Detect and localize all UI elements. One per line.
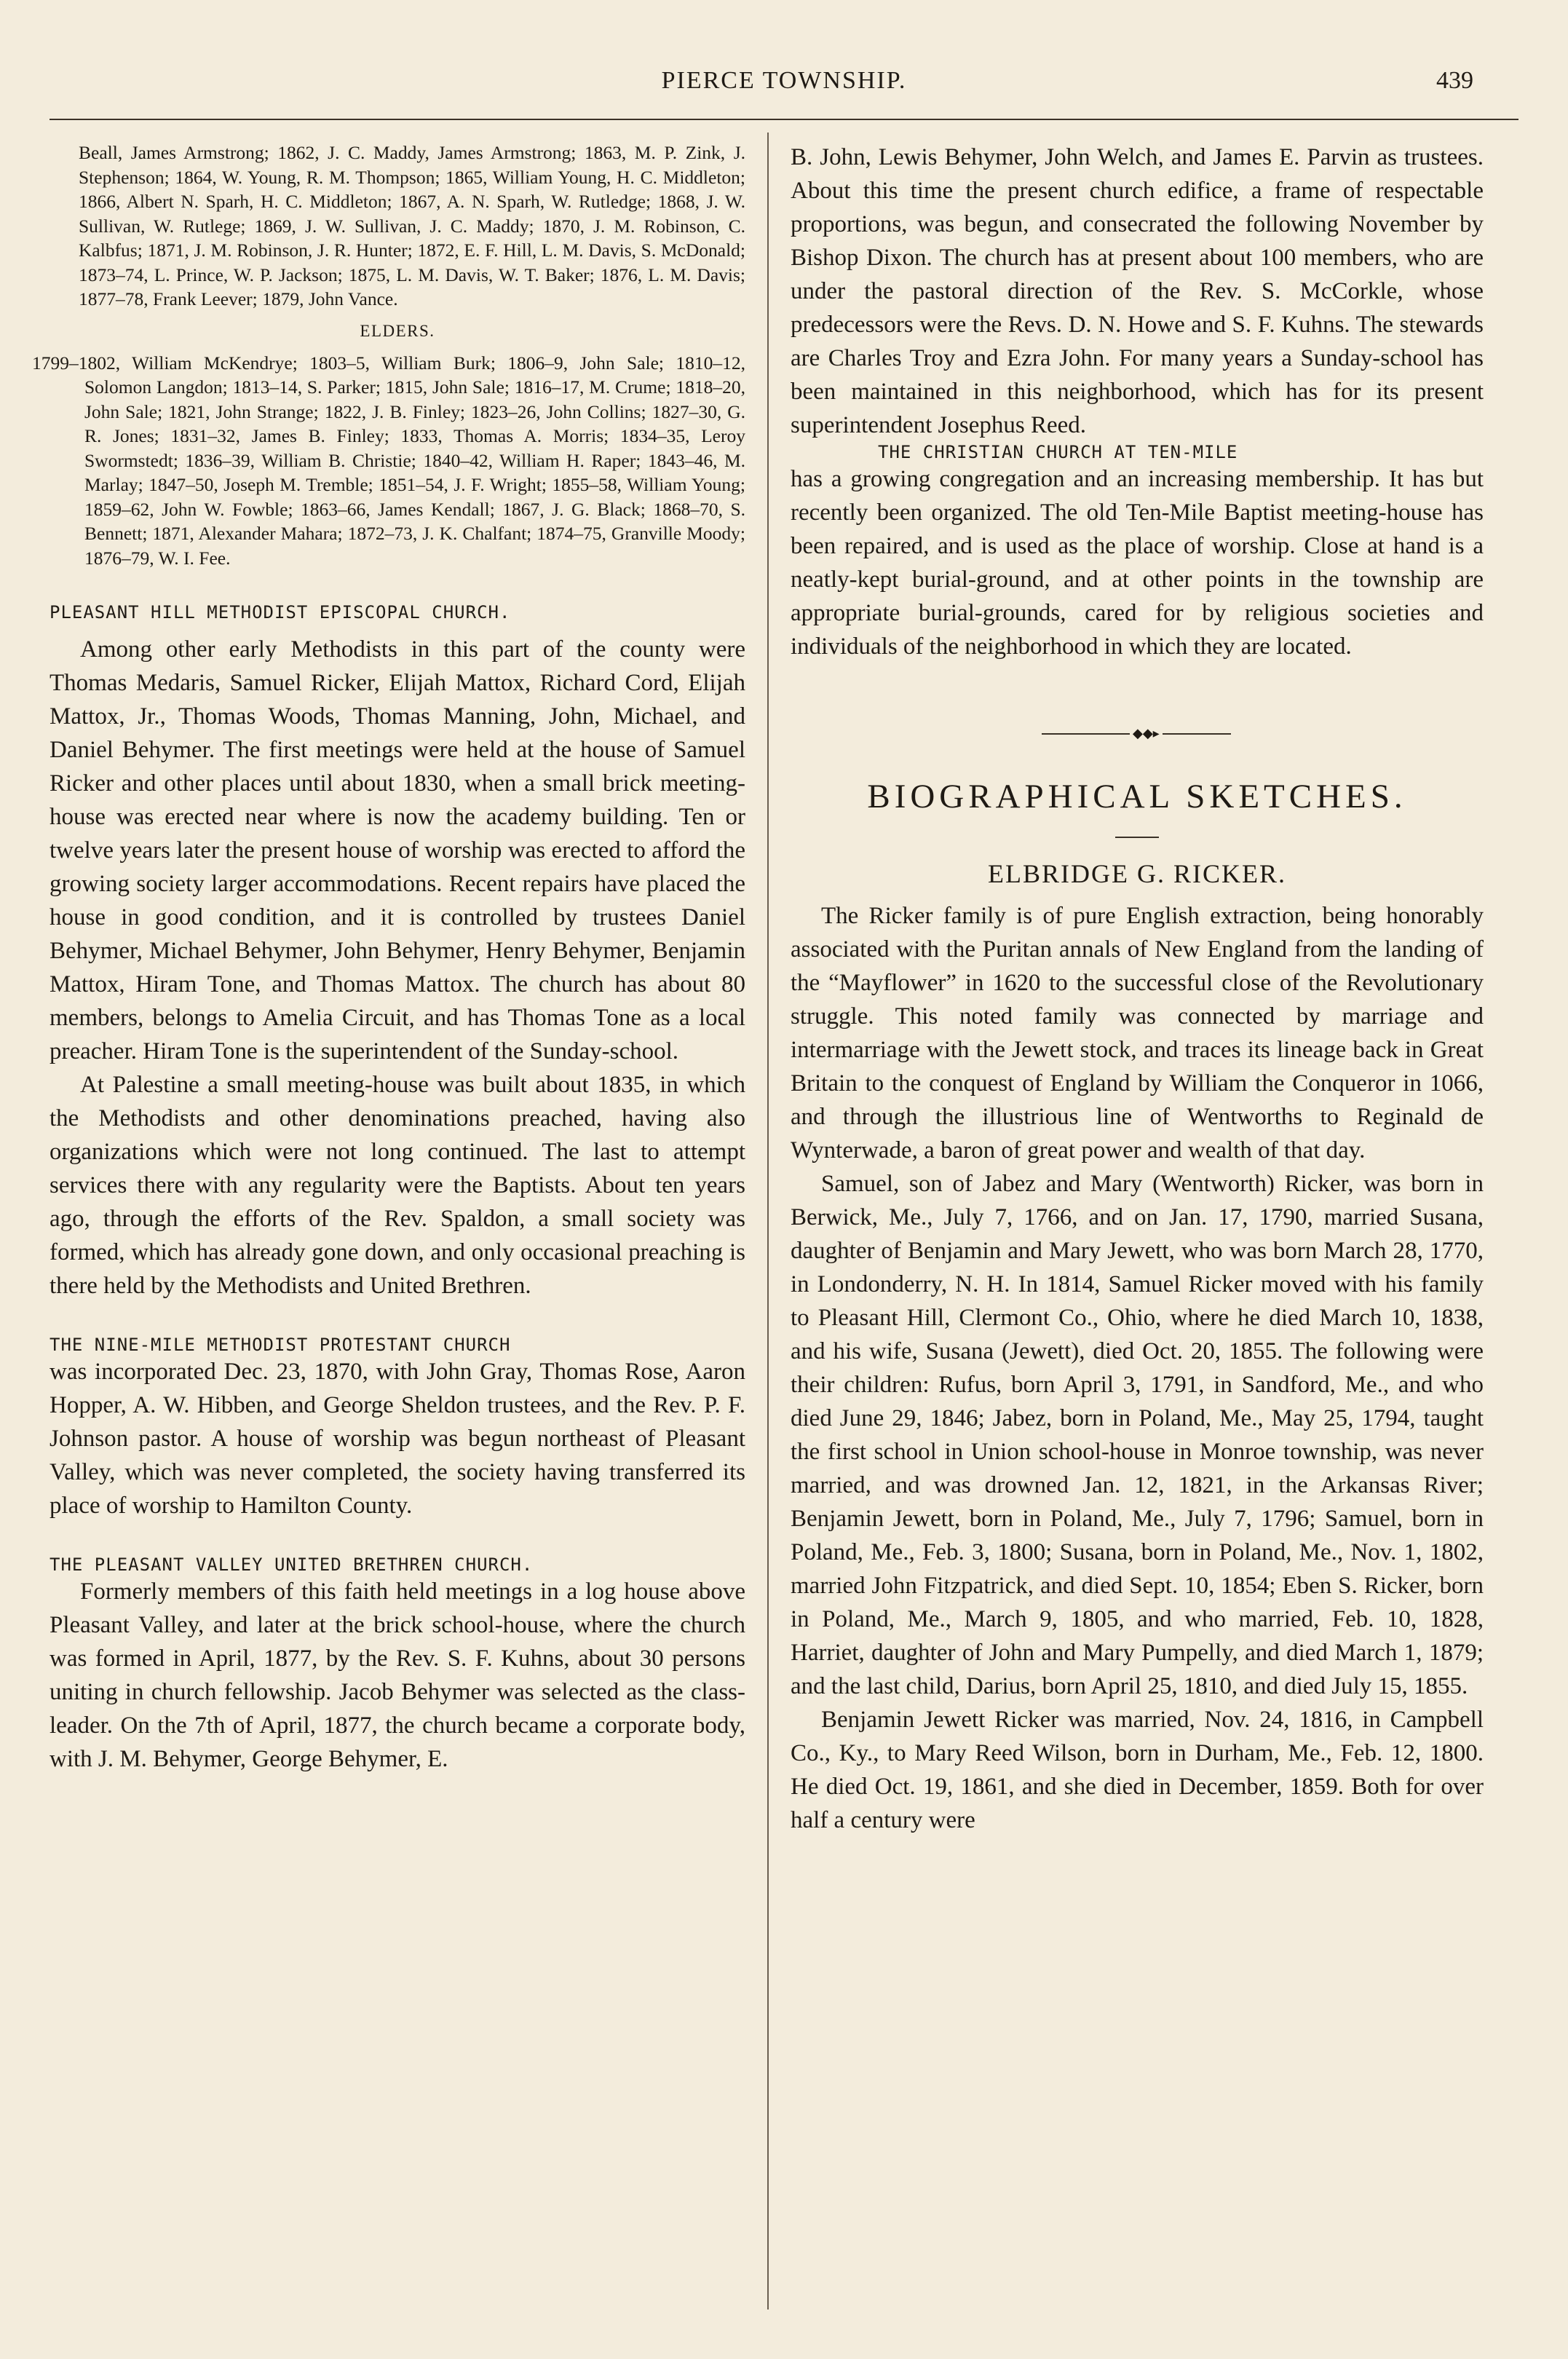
biography-paragraph-3: Benjamin Jewett Ricker was married, Nov. 24, 1816, in Campbell Co., Ky., to Mary Reed Wilson, born in Durham, Me., Feb. 12, 1800. He died Oct. 19, 1861, and she died in December, 1859. Both for over half a century were [791, 1707, 1484, 1833]
christian-church-paragraph: has a growing congregation and an increasing membership. It has but recently been organized. The old Ten-Mile Baptist meeting-house has been repaired, and is used as the place of worship. Close at hand is a neatly-kept burial-ground, and at other points in the township are appropriate burial-grounds, cared for by religious societies and individuals of the neighborhood in which they are located. [791, 466, 1484, 660]
pleasant-hill-paragraph-2: At Palestine a small meeting-house was built about 1835, in which the Methodists and other denominations preached, having also organizations which were not long continued. The last to attempt services there with any regularity were the Baptists. About ten years ago, through the efforts of the Rev. Spaldon, a small society was formed, which has already gone down, and only occasional preaching is there held by the Methodists and United Brethren. [50, 1072, 745, 1299]
ornament-icon: ◆◆▸ [1130, 725, 1163, 741]
biography-name: ELBRIDGE G. RICKER. [988, 859, 1286, 888]
pastors-list: Beall, James Armstrong; 1862, J. C. Maddy, James Armstrong; 1863, M. P. Zink, J. Stephenson; 1864, W. Young, R. M. Thompson; 1865, William Young, H. C. Middleton; 1866, Albert N. Sparh, H. C. Middleton; 1867, A. N. Sparh, W. Rutledge; 1868, J. W. Sullivan, W. Rutlege; 1869, J. W. Sullivan, J. C. Maddy; 1870, J. M. Robinson, C. Kalbfus; 1871, J. M. Robinson, J. R. Hunter; 1872, E. F. Hill, L. M. Davis, S. McDonald; 1873–74, L. Prince, W. P. Jackson; 1875, L. M. Davis, W. T. Baker; 1876, L. M. Davis; 1877–78, Frank Leever; 1879, John Vance. [79, 142, 745, 309]
biography-paragraph-1: The Ricker family is of pure English extraction, being honorably associated with the Puritan annals of New England from the landing of the “Mayflower” in 1620 to the successful close of the Revolutionary struggle. This noted family was connected by marriage and intermarriage with the Jewett stock, and traces its lineage back in Great Britain to the conquest of England by William the Conqueror in 1066, and through the illustrious line of Wentworths to Reginald de Wynterwade, a baron of great power and wealth of that day. [791, 903, 1484, 1163]
running-head [0, 67, 1568, 103]
header-rule [50, 119, 1518, 120]
nine-mile-heading: THE NINE-MILE METHODIST PROTESTANT CHURCH [50, 1335, 511, 1355]
elders-heading: ELDERS. [360, 321, 435, 340]
elders-list: 1799–1802, William McKendrye; 1803–5, William Burk; 1806–9, John Sale; 1810–12, Solomon Langdon; 1813–14, S. Parker; 1815, John Sale; 1816–17, M. Crume; 1818–20, John Sale; 1821, John Strange; 1822, J. B. Finley; 1823–26, John Collins; 1827–30, G. R. Jones; 1831–32, James B. Finley; 1833, Thomas A. Morris; 1834–35, Leroy Swormstedt; 1836–39, William B. Christie; 1840–42, William H. Raper; 1843–46, M. Marlay; 1847–50, Joseph M. Tremble; 1851–54, J. F. Wright; 1855–58, William Young; 1859–62, John W. Fowble; 1863–66, James Kendall; 1867, J. G. Black; 1868–70, S. Bennett; 1871, Alexander Mahara; 1872–73, J. K. Chalfant; 1874–75, Granville Moody; 1876–79, W. I. Fee. [32, 352, 745, 569]
christian-church-heading: THE CHRISTIAN CHURCH AT TEN-MILE [878, 442, 1238, 462]
title-rule [1115, 837, 1159, 838]
column-divider [767, 133, 769, 2309]
right-column [791, 141, 1484, 1837]
biography-paragraph-2: Samuel, son of Jabez and Mary (Wentworth) Ricker, was born in Berwick, Me., July 7, 1766, and on Jan. 17, 1790, married Susana, daughter of Benjamin and Mary Jewett, who was born March 28, 1770, in Londonderry, N. H. In 1814, Samuel Ricker moved with his family to Pleasant Hill, Clermont Co., Ohio, where he died March 10, 1838, and his wife, Susana (Jewett), died Oct. 20, 1855. The following were their children: Rufus, born April 3, 1791, in Sandford, Me., and who died June 29, 1846; Jabez, born in Poland, Me., May 25, 1794, taught the first school in Union school-house in Monroe township, was never married, and was drowned Jan. 12, 1821, in the Arkansas River; Benjamin Jewett, born in Poland, Me., July 7, 1796; Samuel, born in Poland, Me., Feb. 3, 1800; Susana, born in Poland, Me., Nov. 1, 1802, married John Fitzpatrick, and died Sept. 10, 1854; Eben S. Ricker, born in Poland, Me., March 9, 1805, and who married, Feb. 10, 1828, Harriet, daughter of John and Mary Pumpelly, and died March 1, 1879; and the last child, Darius, born April 25, 1810, and died July 15, 1855. [791, 1171, 1484, 1699]
nine-mile-paragraph: was incorporated Dec. 23, 1870, with John Gray, Thomas Rose, Aaron Hopper, A. W. Hibben, and George Sheldon trustees, and the Rev. P. F. Johnson pastor. A house of worship was begun northeast of Pleasant Valley, which was never completed, the society having transferred its place of worship to Hamilton County. [50, 1359, 745, 1519]
pleasant-hill-paragraph-1: Among other early Methodists in this part of the county were Thomas Medaris, Samuel Ricker, Elijah Mattox, Richard Cord, Elijah Mattox, Jr., Thomas Woods, Thomas Manning, John, Michael, and Daniel Behymer. The first meetings were held at the house of Samuel Ricker and other places until about 1830, when a small brick meeting-house was erected near where is now the academy building. Ten or twelve years later the present house of worship was erected to afford the growing society larger accommodations. Recent repairs have placed the house in good condition, and it is controlled by trustees Daniel Behymer, Michael Behymer, John Behymer, Henry Behymer, Benjamin Mattox, Hiram Tone, and Thomas Mattox. The church has about 80 members, belongs to Amelia Circuit, and has Thomas Tone as a local preacher. Hiram Tone is the superintendent of the Sunday-school. [50, 636, 745, 1064]
pleasant-hill-heading: PLEASANT HILL METHODIST EPISCOPAL CHURCH. [50, 602, 511, 623]
page-number: 439 [1436, 67, 1473, 94]
section-ornament [791, 720, 1484, 749]
pleasant-valley-paragraph: Formerly members of this faith held meetings in a log house above Pleasant Valley, and later at the brick school-house, where the church was formed in April, 1877, by the Rev. S. F. Kuhns, about 30 persons uniting in church fellowship. Jacob Behymer was selected as the class-leader. On the 7th of April, 1877, the church became a corporate body, with J. M. Behymer, George Behymer, E. [50, 1578, 745, 1772]
pleasant-valley-heading: THE PLEASANT VALLEY UNITED BRETHREN CHURCH. [50, 1554, 534, 1575]
united-brethren-continued: B. John, Lewis Behymer, John Welch, and James E. Parvin as trustees. About this time the present church edifice, a frame of respectable proportions, was begun, and consecrated the following November by Bishop Dixon. The church has at present about 100 members, who are under the pastoral direction of the Rev. S. McCorkle, whose predecessors were the Revs. D. N. Howe and S. F. Kuhns. The stewards are Charles Troy and Ezra John. For many years a Sunday-school has been maintained in this neighborhood, which has for its present superintendent Josephus Reed. [791, 144, 1484, 438]
left-column [32, 141, 745, 1776]
running-title: PIERCE TOWNSHIP. [661, 67, 907, 94]
biographical-sketches-title: BIOGRAPHICAL SKETCHES. [867, 778, 1407, 815]
